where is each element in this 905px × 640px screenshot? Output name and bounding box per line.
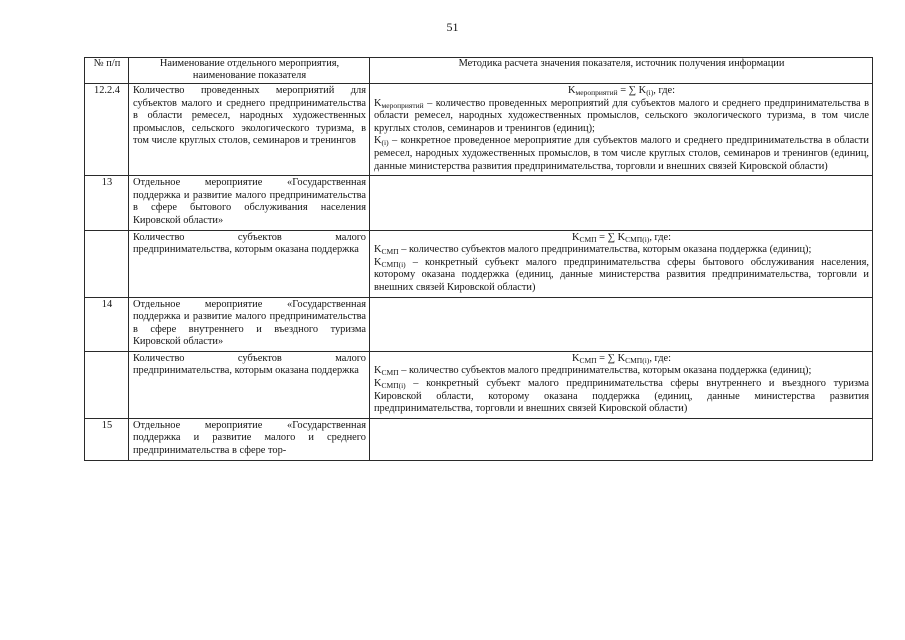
table-row xyxy=(85,351,873,418)
row-num xyxy=(85,230,129,297)
table-row xyxy=(85,230,873,297)
definition: $K_{СМП(i)}$ – конкретный субъект малого предпринимательства сферы внутреннего и въездного туризма Кировской области, которому оказана поддержка (единиц, данные министерства развития предпринимательства, торговли и внешних связей Кировской области) xyxy=(374,378,869,415)
row-method xyxy=(370,418,873,460)
table-header-row xyxy=(85,58,873,84)
row-name: Отдельное мероприятие «Государственная поддержка и развитие малого и среднего предпринимательства в сфере тор- xyxy=(129,418,370,460)
formula: $K_{мероприятий}$ = ∑ $K_{(i)}$, где: xyxy=(567,85,676,97)
definition: $K_{мероприятий}$ – количество проведенных мероприятий для субъектов малого и среднего предпринимательства в области ремесел, народных художественных промыслов, сельского экологического туризма, в том числе круглых столов, семинаров и тренингов (единиц); xyxy=(374,97,869,134)
header-method: Методика расчета значения показателя, источник получения информации xyxy=(370,58,873,84)
header-name: Наименование отдельного мероприятия, наименование показателя xyxy=(129,58,370,84)
definition: $K_{СМП}$ – количество субъектов малого предпринимательства, которым оказана поддержка (единиц); xyxy=(374,244,812,257)
formula: $K_{СМП}$ = ∑ $K_{СМП(i)}$, где: xyxy=(571,231,672,244)
formula: $K_{СМП}$ = ∑ $K_{СМП(i)}$, где: xyxy=(571,352,672,365)
definition: $K_{СМП}$ – количество субъектов малого предпринимательства, которым оказана поддержка (единиц); xyxy=(374,365,812,378)
row-num: 12.2.4 xyxy=(85,84,129,176)
row-num xyxy=(85,351,129,418)
header-num: № п/п xyxy=(85,58,129,84)
row-method xyxy=(370,297,873,351)
table-row xyxy=(85,297,873,351)
row-num: 13 xyxy=(85,176,129,230)
row-method xyxy=(370,84,873,176)
page-number: 51 xyxy=(446,20,459,34)
indicator-method-table xyxy=(84,57,873,461)
row-num: 15 xyxy=(85,418,129,460)
row-name: Отдельное мероприятие «Государственная поддержка и развитие малого предпринимательства в сфере внутреннего и въездного туризма Кировской области» xyxy=(129,297,370,351)
row-method xyxy=(370,351,873,418)
table-row xyxy=(85,84,873,176)
definition: $K_{СМП(i)}$ – конкретный субъект малого предпринимательства сферы бытового обслуживания населения, которому оказана поддержка (единиц, данные министерства развития предпринимательства, торговли и внешних связей Кировской области) xyxy=(374,256,869,293)
row-name: Количество субъектов малого предпринимательства, которым оказана поддержка xyxy=(129,351,370,418)
row-name: Отдельное мероприятие «Государственная поддержка и развитие малого предпринимательства в сфере бытового обслуживания населения Кировской области» xyxy=(129,176,370,230)
table-row xyxy=(85,418,873,460)
row-method xyxy=(370,176,873,230)
row-name: Количество проведенных мероприятий для субъектов малого и среднего предпринимательства в области ремесел, народных художественных промыслов, сельского экологического туризма, в том числе круглых столов, семинаров и тренингов xyxy=(129,84,370,176)
row-method xyxy=(370,230,873,297)
definition: $K_{(i)}$ – конкретное проведенное мероприятие для субъектов малого и среднего предпринимательства в области ремесел, народных художественных промыслов, в том числе круглых столов, семинаров и тренингов (единиц, данные министерства развития предпринимательства, торговли и внешних связей Кировской области) xyxy=(374,135,869,172)
row-num: 14 xyxy=(85,297,129,351)
table-row xyxy=(85,176,873,230)
row-name: Количество субъектов малого предпринимательства, которым оказана поддержка xyxy=(129,230,370,297)
